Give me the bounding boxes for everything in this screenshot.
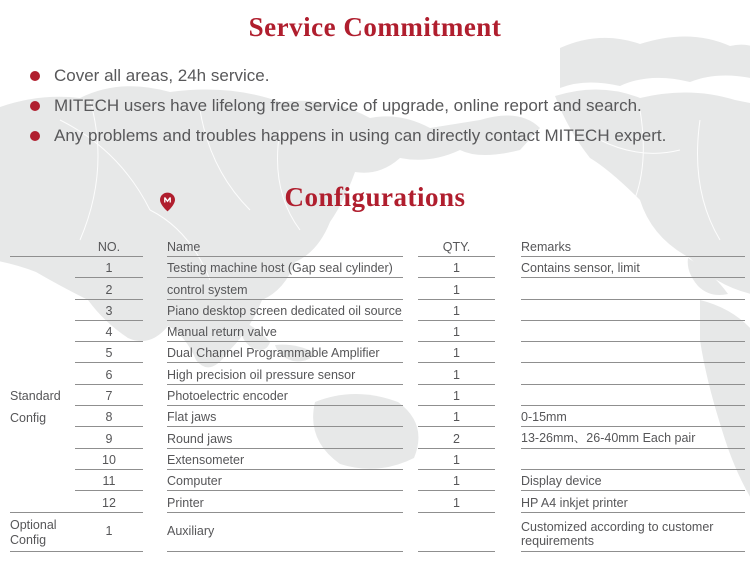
cell-qty: 2 — [418, 427, 495, 448]
cell-remarks — [521, 363, 745, 384]
table-row — [10, 278, 745, 299]
cell-remarks — [521, 278, 745, 299]
bullet-item — [30, 121, 666, 151]
cell-qty: 1 — [418, 300, 495, 321]
standard-config-group — [10, 257, 745, 513]
cell-no: 5 — [75, 342, 143, 363]
cell-no: 10 — [75, 449, 143, 470]
cell-no: 2 — [75, 278, 143, 299]
header-qty: QTY. — [418, 236, 495, 257]
cell-qty: 1 — [418, 257, 495, 278]
cell-remarks: HP A4 inkjet printer — [521, 491, 745, 512]
service-bullet-list — [30, 61, 666, 151]
cell-qty: 1 — [418, 470, 495, 491]
bullet-text: Any problems and troubles happens in using can directly contact MITECH expert. — [54, 126, 667, 145]
table-row — [10, 427, 745, 448]
header-left-underline — [10, 256, 143, 257]
cell-qty: 1 — [418, 363, 495, 384]
cell-group-spacer — [10, 278, 75, 299]
bullet-text: Cover all areas, 24h service. — [54, 66, 270, 85]
optional-config-group — [10, 513, 745, 552]
header-no: NO. — [75, 236, 143, 257]
cell-remarks — [521, 449, 745, 470]
cell-qty: 1 — [418, 406, 495, 427]
cell-remarks: Contains sensor, limit — [521, 257, 745, 278]
cell-name: Auxiliary — [167, 513, 403, 552]
cell-name: Round jaws — [167, 427, 403, 448]
header-remarks: Remarks — [521, 236, 745, 257]
cell-remarks — [521, 342, 745, 363]
table-row — [10, 385, 745, 406]
table-row — [10, 470, 745, 491]
cell-group-spacer — [10, 321, 75, 342]
cell-qty — [418, 513, 495, 552]
cell-no: 4 — [75, 321, 143, 342]
cell-no: 1 — [75, 257, 143, 278]
cell-group-spacer — [10, 257, 75, 278]
cell-name: Flat jaws — [167, 406, 403, 427]
cell-name: Computer — [167, 470, 403, 491]
service-commitment-title: Service Commitment — [248, 12, 502, 42]
cell-group-spacer — [10, 470, 75, 491]
cell-group-spacer — [10, 342, 75, 363]
header-name: Name — [167, 236, 403, 257]
bullet-dot-icon — [30, 71, 40, 81]
bullet-dot-icon — [30, 131, 40, 141]
cell-qty: 1 — [418, 321, 495, 342]
cell-no: 1 — [75, 513, 143, 552]
cell-name: Printer — [167, 491, 403, 512]
cell-qty: 1 — [418, 278, 495, 299]
table-row — [10, 321, 745, 342]
bullet-text: MITECH users have lifelong free service of upgrade, online report and search. — [54, 96, 642, 115]
cell-remarks: Customized according to customer requirements — [521, 513, 745, 552]
cell-group-spacer — [10, 363, 75, 384]
table-row — [10, 406, 745, 427]
cell-remarks — [521, 385, 745, 406]
configurations-title: Configurations — [284, 182, 466, 212]
cell-qty: 1 — [418, 385, 495, 406]
group-label-standard-config: Standard Config — [10, 389, 61, 425]
cell-group-spacer — [10, 427, 75, 448]
cell-name: Piano desktop screen dedicated oil source — [167, 300, 403, 321]
cell-group-spacer — [10, 491, 75, 512]
table-row — [10, 300, 745, 321]
cell-name: Photoelectric encoder — [167, 385, 403, 406]
table-row — [10, 491, 745, 512]
cell-remarks — [521, 300, 745, 321]
bullet-item — [30, 61, 666, 91]
table-row — [10, 342, 745, 363]
table-header-row — [10, 236, 745, 257]
cell-no: 9 — [75, 427, 143, 448]
cell-name: Testing machine host (Gap seal cylinder) — [167, 257, 403, 278]
cell-no: 8 — [75, 406, 143, 427]
cell-qty: 1 — [418, 449, 495, 470]
cell-name: Extensometer — [167, 449, 403, 470]
cell-remarks: 0-15mm — [521, 406, 745, 427]
table-row — [10, 363, 745, 384]
table-row — [10, 449, 745, 470]
cell-qty: 1 — [418, 491, 495, 512]
cell-group-spacer — [10, 300, 75, 321]
table-bottom-line — [10, 551, 143, 552]
bullet-dot-icon — [30, 101, 40, 111]
cell-name: control system — [167, 278, 403, 299]
cell-name: High precision oil pressure sensor — [167, 363, 403, 384]
cell-remarks: Display device — [521, 470, 745, 491]
cell-group-spacer — [10, 449, 75, 470]
table-row — [10, 513, 745, 552]
cell-remarks: 13-26mm、26-40mm Each pair — [521, 427, 745, 448]
cell-qty: 1 — [418, 342, 495, 363]
configurations-table — [10, 236, 745, 552]
cell-no: 6 — [75, 363, 143, 384]
cell-name: Dual Channel Programmable Amplifier — [167, 342, 403, 363]
cell-no: 3 — [75, 300, 143, 321]
group-separator-line — [10, 512, 143, 513]
cell-no: 12 — [75, 491, 143, 512]
cell-no: 7 — [75, 385, 143, 406]
cell-remarks — [521, 321, 745, 342]
cell-name: Manual return valve — [167, 321, 403, 342]
header-group-spacer — [10, 236, 75, 257]
bullet-item — [30, 91, 666, 121]
table-row — [10, 257, 745, 278]
cell-no: 11 — [75, 470, 143, 491]
group-label-optional-config: Optional Config — [10, 517, 57, 547]
